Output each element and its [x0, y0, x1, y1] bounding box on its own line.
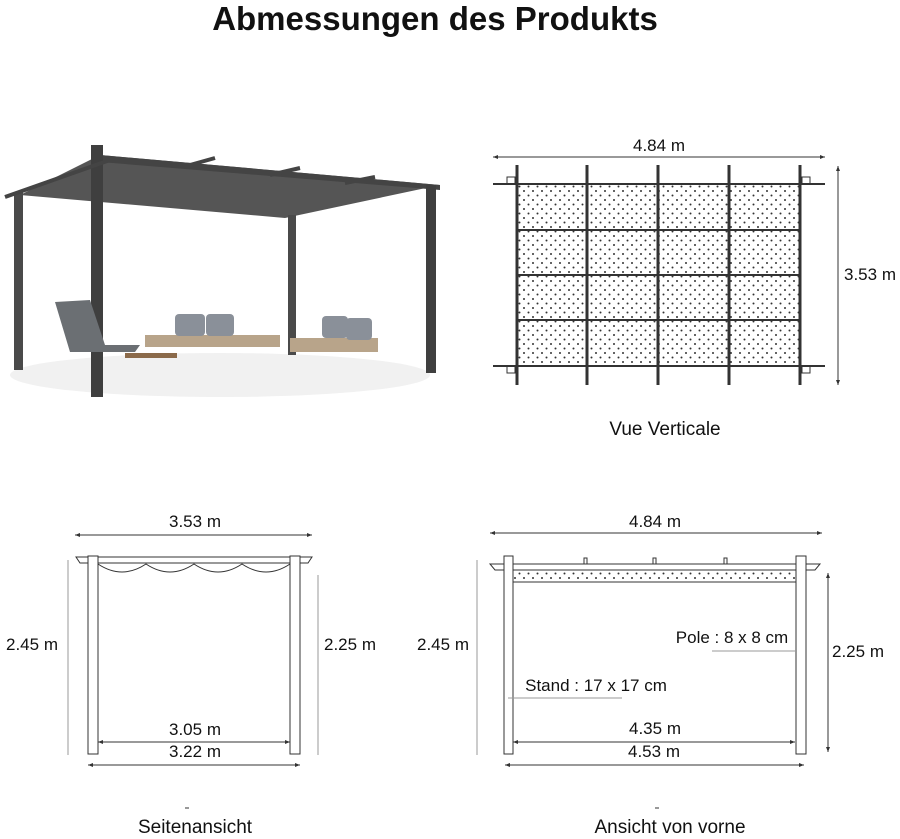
- side-view-drawing: [68, 535, 318, 808]
- pole-size-label: Pole : 8 x 8 cm: [675, 628, 789, 647]
- product-photo: [5, 145, 440, 397]
- top-depth-label: 3.53 m: [844, 265, 896, 284]
- front-height-clear-label: 2.25 m: [832, 642, 884, 661]
- front-view-drawing: [477, 533, 828, 808]
- stand-size-label: Stand : 17 x 17 cm: [525, 676, 667, 695]
- front-width-label: 4.84 m: [629, 512, 681, 531]
- side-height-clear-label: 2.25 m: [324, 635, 376, 654]
- front-outer-width-label: 4.53 m: [628, 742, 680, 761]
- side-inner-width-label: 3.05 m: [169, 720, 221, 739]
- front-inner-width-label: 4.35 m: [629, 719, 681, 738]
- side-outer-width-label: 3.22 m: [169, 742, 221, 761]
- top-view-caption: Vue Verticale: [609, 419, 721, 440]
- side-view-caption: Seitenansicht: [137, 817, 253, 838]
- front-view-caption: Ansicht von vorne: [594, 817, 746, 838]
- side-width-label: 3.53 m: [169, 512, 221, 531]
- top-width-label: 4.84 m: [633, 136, 685, 155]
- page-title: Abmessungen des Produkts: [212, 0, 658, 37]
- side-height-total-label: 2.45 m: [6, 635, 58, 654]
- top-view-drawing: [493, 157, 838, 385]
- front-height-total-label: 2.45 m: [417, 635, 469, 654]
